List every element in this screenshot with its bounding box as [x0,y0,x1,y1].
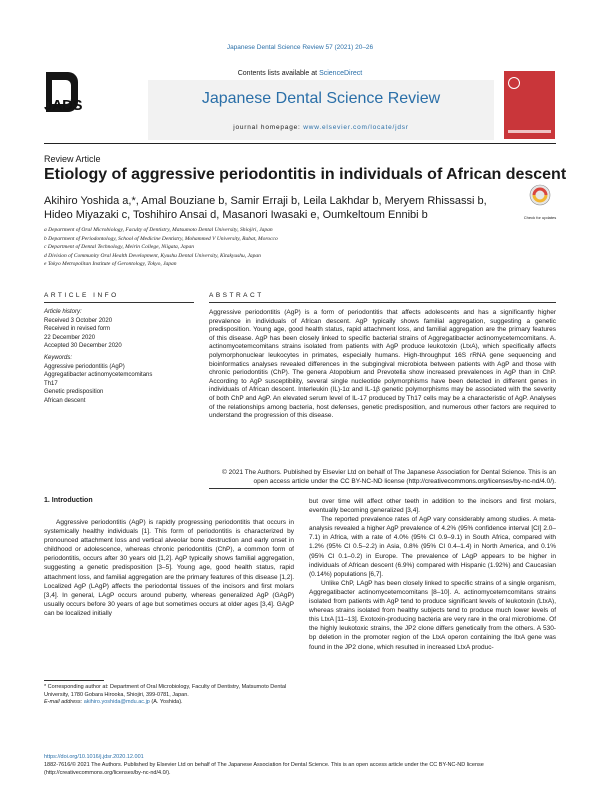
copyright-notice: © 2021 The Authors. Published by Elsevier Ltd on behalf of The Japanese Association for Dental Science. This is an open access article under the CC BY-NC-ND license (http://creativecommons.org/licenses/by-nc-nd/4.0/). [222,469,556,485]
license-line: 1882-7616/© 2021 The Authors. Published by Elsevier Ltd on behalf of The Japanese Association for Dental Science. This is an open access article under the CC BY-NC-ND license (http://creativecommons.org/licenses/by-nc-nd/4.0/). [44,762,484,776]
abstract-end-rule [209,488,556,489]
contents-availability: Contents lists available at ScienceDirect [237,70,363,77]
affiliation: d Division of Community Oral Health Development, Kyushu Dental University, Kitakyushu, Japan [44,252,261,259]
journal-title: Japanese Dental Science Review [201,90,441,107]
section-heading: 1. Introduction [44,497,93,504]
abstract-heading: ABSTRACT [209,292,264,299]
doi-link[interactable]: https://doi.org/10.1016/j.jdsr.2020.12.001 [44,754,144,760]
affiliation: e Tokyo Metropolitan Institute of Gerontology, Tokyo, Japan [44,261,177,267]
check-badge-label: Check for updates [523,215,557,220]
email-link[interactable]: akihiro.yoshida@mdu.ac.jp [83,699,150,705]
header-rule [44,143,556,144]
article-info-heading: ARTICLE INFO [44,292,119,299]
right-column-text: but over time will affect other teeth in addition to the incisors and first molars, eventually becoming generalized [3,4]. The reported prevalence rates of AgP vary considerably among studies. A meta-analysis revealed a higher AgP prevalence of 4.2% (95% confidence interval [CI] 2.0–7.1) in Africa, with a rate of 4.0% (95% CI 0.9–9.1) in South Africa, compared with 1.2% (95% CI 0.5–2.2) in Asia, 0.8% (95% CI 0.4–1.4) in North America, and 0.1% (95% CI 0.1–0.2) in Europe. The prevalence of LAgP appears to be higher in individuals of African descent (6.9%) compared with Hispanic (1.92%) and Caucasian (0.14%) populations [6,7]. Unlike ChP, LAgP has been closely linked to specific strains of a single organism, Aggregatibacter actinomycetemcomitans [8–10]. A. actinomycetemcomitans strains isolated from patients with AgP tend to produce significant levels of leukotoxin (LtxA), whereas strains isolated from healthy subjects tend to produce much lower levels of this LtxA [11–13]. Exotoxin-producing bacteria are very rare in the oral microbiome. Of the highly leukotoxic strains, the JP2 clone differs genetically from the others. A 530-bp deletion in the promoter region of the LtxA operon containing the ltxA gene was found in the JP2 clone, which resulted in increased LtxA produc- [309,498,556,651]
affiliation: b Department of Periodontology, School of Medicine Dentistry, Mohammed V University, Rabat, Morocco [44,235,278,242]
left-column-text: Aggressive periodontitis (AgP) is rapidly progressing periodontitis that occurs in systemically healthy individuals [1]. This form of periodontitis is characterized by pronounced attachment loss and vertical alveolar bone destruction and early onset in childhood or adolescence, whereas chronic periodontitis (ChP), a common form of periodontitis, occurs after 30 years old [1,2]. AgP typically shows familial aggregation, suggesting a genetic predisposition [3–5]. Young age, good health status, rapid attachment loss, and familial aggregation are the primary features of this disease [1,2]. Localized AgP (LAgP) affects the periodontal tissues of the incisors and first molars [3,4]. In general, LAgP occurs around puberty, whereas generalized AgP (GAgP) usually occurs before 30 years of age but sometimes occurs at older ages [3,4]. GAgP can be localized initially [44,519,294,617]
affiliations [44,226,504,269]
abstract-rule [209,302,556,303]
affiliation: a Department of Oral Microbiology, Faculty of Dentistry, Matsumoto Dental University, Shiojiri, Japan [44,227,273,233]
article-history: Article history: Received 3 October 2020 Received in revised form 22 December 2020 Accepted 30 December 2020 [44,309,122,349]
info-rule [44,302,194,303]
sciencedirect-link[interactable]: ScienceDirect [319,70,363,77]
homepage-link[interactable]: www.elsevier.com/locate/jdsr [303,124,409,131]
check-for-updates-icon[interactable] [526,183,554,217]
corresponding-author: * Corresponding author at: Department of Oral Microbiology, Faculty of Dentistry, Matsumoto Dental University, 1780 Gobara Hirooka, Shiojiri, 399-0781, Japan. E-mail address: akihiro.yoshida@mdu.ac.jp (A. Yoshida). [44,684,287,705]
author-list: Akihiro Yoshida a,*, Amal Bouziane b, Samir Erraji b, Leila Lakhdar b, Meryem Rhissassi b, Hideo Miyazaki c, Toshihiro Ansai d, Masanori Iwasaki e, Oumkeltoum Ennibi b [44,195,487,221]
article-type: Review Article [44,154,101,164]
journal-cover-image [504,71,555,139]
journal-banner [148,80,494,140]
logo-text: JADS [44,97,83,114]
journal-reference[interactable]: Japanese Dental Science Review 57 (2021) 20–26 [226,44,374,51]
journal-homepage: journal homepage: www.elsevier.com/locate/jdsr [233,124,409,131]
article-title: Etiology of aggressive periodontitis in individuals of African descent [44,166,567,183]
abstract-text: Aggressive periodontitis (AgP) is a form of periodontitis that affects adolescents and has a significantly higher prevalence in individuals of African descent. AgP typically shows familial aggregation, suggesting a genetic predisposition. Young age, good health status, rapid attachment loss, and familial aggregation are the primary features of this disease. AgP has been closely linked to specific bacterial strains of Aggregatibacter actinomycetemcomitans. A. actinomycetemcomitans strains isolated from patients with AgP produce leukotoxin (LtxA), which specifically affects polymorphonuclear leukocytes in primates, especially humans. High-throughput 16S rRNA gene sequencing and bioinformatics analyses revealed differences in the subgingival microbiota between patients with AgP and those with chronic periodontitis (ChP). The genera Atopobium and Prevotella show increased prevalences in AgP than in ChP. According to AgP susceptibility, several single nucleotide polymorphisms have been detected in different genes in individuals of African descent. Interleukin (IL)-1α and IL-1β genetic polymorphisms may be associated with the severity of both ChP and AgP. An elevated serum level of IL-17 produced by Th17 cells may be a characteristic of AgP. Analyses of the relationships among bacteria, host defenses, genetic predisposition, and numerous other factors are required to understand the progression of this disease. [209,309,556,420]
keywords: Keywords: Aggressive periodontitis (AgP) Aggregatibacter actinomycetemcomitans Th17 Genetic predisposition African descent [44,355,153,404]
footnote-rule [44,680,104,681]
affiliation: c Department of Dental Technology, Meirin College, Niigata, Japan [44,244,194,250]
